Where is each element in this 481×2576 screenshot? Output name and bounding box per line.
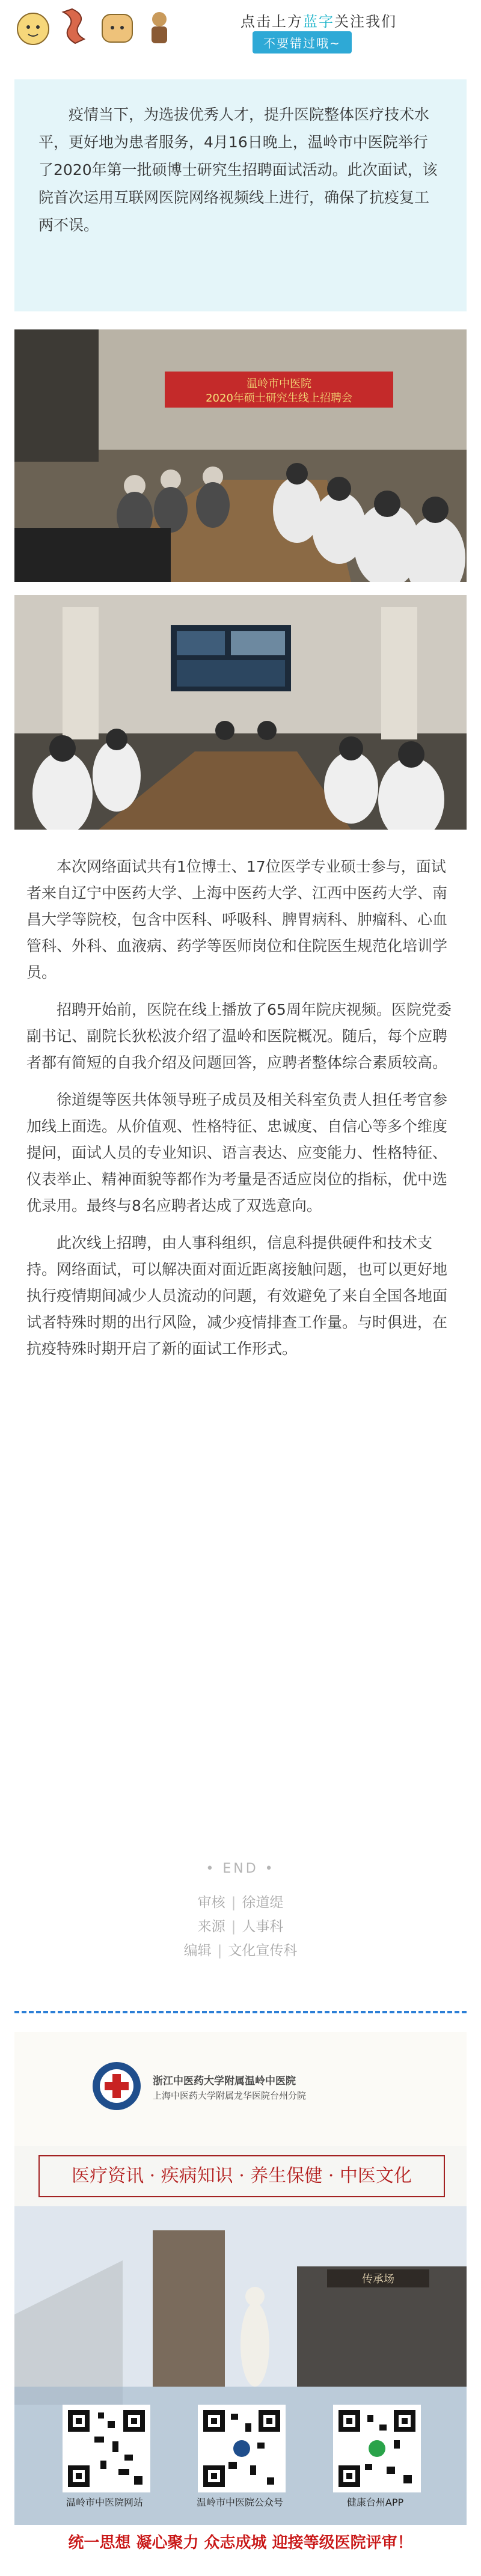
hospital-name [153, 2074, 411, 2103]
credit-reviewer: 审核 | 徐道缇 [197, 1895, 284, 1911]
article-body [26, 854, 455, 1373]
meeting-photo-2 [14, 595, 467, 830]
article-paragraph-4: 此次线上招聘，由人事科组织，信息科提供硬件和技术支持。网络面试，可以解决面对面近距离接触问题，也可以更好地执行疫情期间减少人员流动的问题，有效避免了来自全国各地面试者特殊时期的出行风险，减少疫情排查工作量。与时俱进，在抗疫特殊时期开启了新的面试工作形式。 [26, 1234, 448, 1357]
credit-name: 人事科 [242, 1919, 284, 1935]
blue-text-highlight[interactable]: 蓝字 [303, 13, 334, 30]
poster-slogan: 统一思想 凝心聚力 众志成城 迎接等级医院评审！ [14, 2525, 467, 2561]
end-tag: • END • [206, 1861, 275, 1876]
article-paragraph-2: 招聘开始前，医院在线上播放了65周年院庆视频。医院党委副书记、副院长狄松波介绍了温岭和医院概况。随后，每个应聘者都有简短的自我介绍及问题回答，应聘者整体综合素质较高。 [26, 1001, 452, 1071]
banner-line-2: 2020年硕士研究生线上招聘会 [206, 392, 352, 405]
dont-miss-badge: 不要错过哦~ [253, 31, 352, 54]
article-paragraph-3: 徐道缇等医共体领导班子成员及相关科室负责人担任考官参加线上面选。从价值观、性格特征、忠诚度、自信心等多个维度提问，面试人员的专业知识、语言表达、应变能力、性格特征、仪表举止、精神面貌等都作为考量是否适应岗位的指标，优中选优录用。最终与8名应聘者达成了双选意向。 [26, 1091, 448, 1214]
hospital-poster [14, 2032, 467, 2561]
article-paragraph-1: 本次网络面试共有1位博士、17位医学专业硕士参与，面试者来自辽宁中医药大学、上海中医药大学、江西中医药大学、南昌大学等院校，包含中医科、呼吸科、脾胃病科、肿瘤科、心血管科、外科、血液病、药学等医师岗位和住院医生规范化培训学员。 [26, 858, 448, 981]
follow-prompt-post: 关注我们 [334, 13, 397, 30]
article-end [0, 1861, 481, 1963]
statue-icon [240, 2302, 269, 2387]
follow-header [0, 0, 481, 66]
follow-prompt [240, 10, 397, 31]
qr-label-website: 温岭市中医院网站 [66, 2497, 143, 2508]
follow-prompt-pre: 点击上方 [240, 13, 303, 30]
intro-text: 疫情当下，为选拔优秀人才，提升医院整体医疗技术水平，更好地为患者服务，4月16日晚上，温岭市中医院举行了2020年第一批硕博士研究生招聘面试活动。此次面试，该院首次运用互联网医院网络视频线上进行，确保了抗疫复工两不误。 [38, 106, 438, 234]
meeting-photo-1 [14, 329, 467, 582]
qr-code-official-account[interactable] [198, 2405, 286, 2492]
hospital-building-icon [153, 2230, 225, 2387]
credit-role: 编辑 [183, 1943, 212, 1959]
mascot-icon [12, 6, 54, 48]
figure-mascot-icon [138, 6, 180, 48]
banner-line-1: 温岭市中医院 [247, 378, 311, 390]
poster-banner: 医疗资讯 · 疾病知识 · 养生保健 · 中医文化 [38, 2155, 445, 2197]
intro-box [14, 79, 467, 311]
credit-editor: 编辑 | 文化宣传科 [183, 1943, 298, 1959]
qr-code-app[interactable] [333, 2405, 421, 2492]
qr-label-app: 健康台州APP [346, 2497, 404, 2508]
credit-role: 审核 [197, 1895, 225, 1911]
hospital-name-line-2: 上海中医药大学附属龙华医院台州分院 [153, 2090, 307, 2101]
qr-label-official-account: 温岭市中医院公众号 [196, 2497, 283, 2508]
qr-code-website[interactable] [63, 2405, 150, 2492]
bacon-mascot-icon [54, 6, 96, 48]
building-sign: 传承场 [362, 2273, 394, 2286]
hospital-name-line-1: 浙江中医药大学附属温岭中医院 [153, 2075, 296, 2087]
toast-mascot-icon [96, 6, 138, 48]
credit-source: 来源 | 人事科 [197, 1919, 284, 1935]
section-divider [14, 2011, 467, 2013]
credit-role: 来源 [197, 1919, 225, 1935]
credit-name: 徐道缇 [242, 1895, 284, 1911]
credit-name: 文化宣传科 [228, 1943, 298, 1959]
